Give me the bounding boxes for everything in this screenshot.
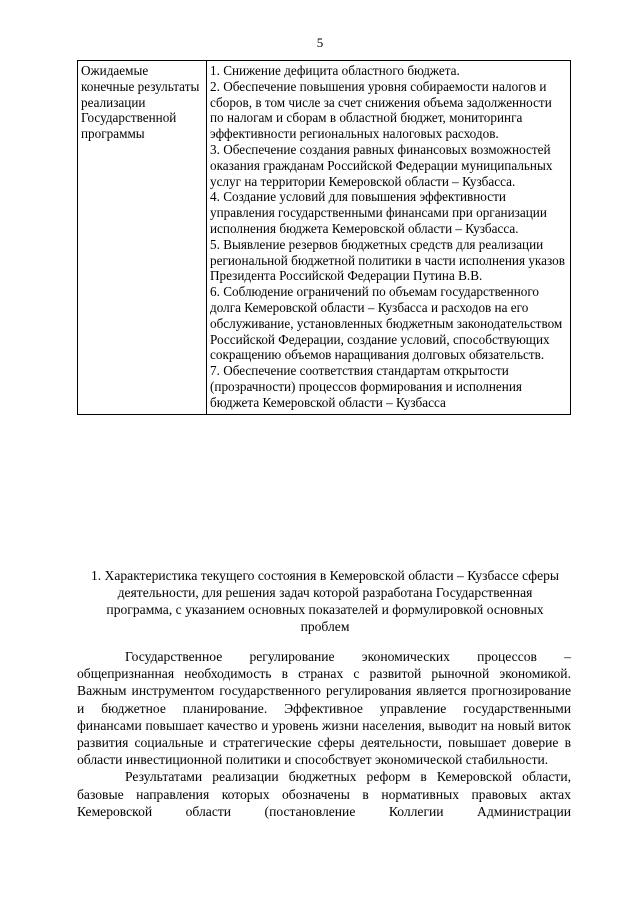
passport-row-expected-results — [78, 61, 571, 415]
paragraph: Результатами реализации бюджетных реформ в Кемеровской области, базовые направления которых обозначены в нормативных правовых актах Кемеровской области (постановление Коллегии Администрации — [77, 769, 571, 819]
result-item: 6. Соблюдение ограничений по объемам государственного долга Кемеровской области – Кузбасса и расходов на его обслуживание, установленных бюджетным законодательством Российской Федерации, создание условий, способствующих сокращению объемов наращивания долговых обязательств. — [210, 284, 563, 363]
page-number: 5 — [316, 35, 324, 50]
result-item: 3. Обеспечение создания равных финансовых возможностей оказания гражданам Российской Федерации муниципальных услуг на территории Кемеровской области – Кузбасса. — [210, 141, 553, 189]
section-heading: 1. Характеристика текущего состояния в Кемеровской области – Кузбассе сферы деятельности, для решения задач которой разработана Государственная программа, с указанием основных показателей и формулировкой основных проблем — [90, 568, 560, 634]
body-text — [77, 648, 571, 820]
result-item: 1. Снижение дефицита областного бюджета. — [210, 63, 460, 78]
result-item: 7. Обеспечение соответствия стандартам открытости (прозрачности) процессов формирования и исполнения бюджета Кемеровской области – Кузбасса — [210, 363, 522, 410]
result-item: 2. Обеспечение повышения уровня собираемости налогов и сборов, в том числе за счет снижения объема задолженности по налогам и сборам в областной бюджет, мониторинга эффективности региональных налоговых расходов. — [210, 78, 552, 142]
row-label: Ожидаемые конечные результаты реализации Государственной программы — [78, 61, 207, 415]
paragraph: Государственное регулирование экономических процессов – общепризнанная необходимость в странах с развитой рыночной экономикой. Важным инструментом государственного регулирования является прогнозирование и бюджетное планирование. Эффективное управление государственными финансами повышает качество и уровень жизни населения, выводит на новый виток развития социальные и стратегические сферы деятельности, повышает доверие в области инвестиционной политики и способствует экономической стабильности. — [77, 649, 571, 768]
expected-results-cell — [207, 61, 571, 415]
program-passport-table — [77, 60, 571, 415]
result-item: 4. Создание условий для повышения эффективности управления государственными финансами при организации исполнения бюджета Кемеровской области – Кузбасса. — [210, 189, 547, 236]
result-item: 5. Выявление резервов бюджетных средств для реализации региональной бюджетной политики в части исполнения указов Президента Российской Федерации Путина В.В. — [210, 236, 565, 284]
